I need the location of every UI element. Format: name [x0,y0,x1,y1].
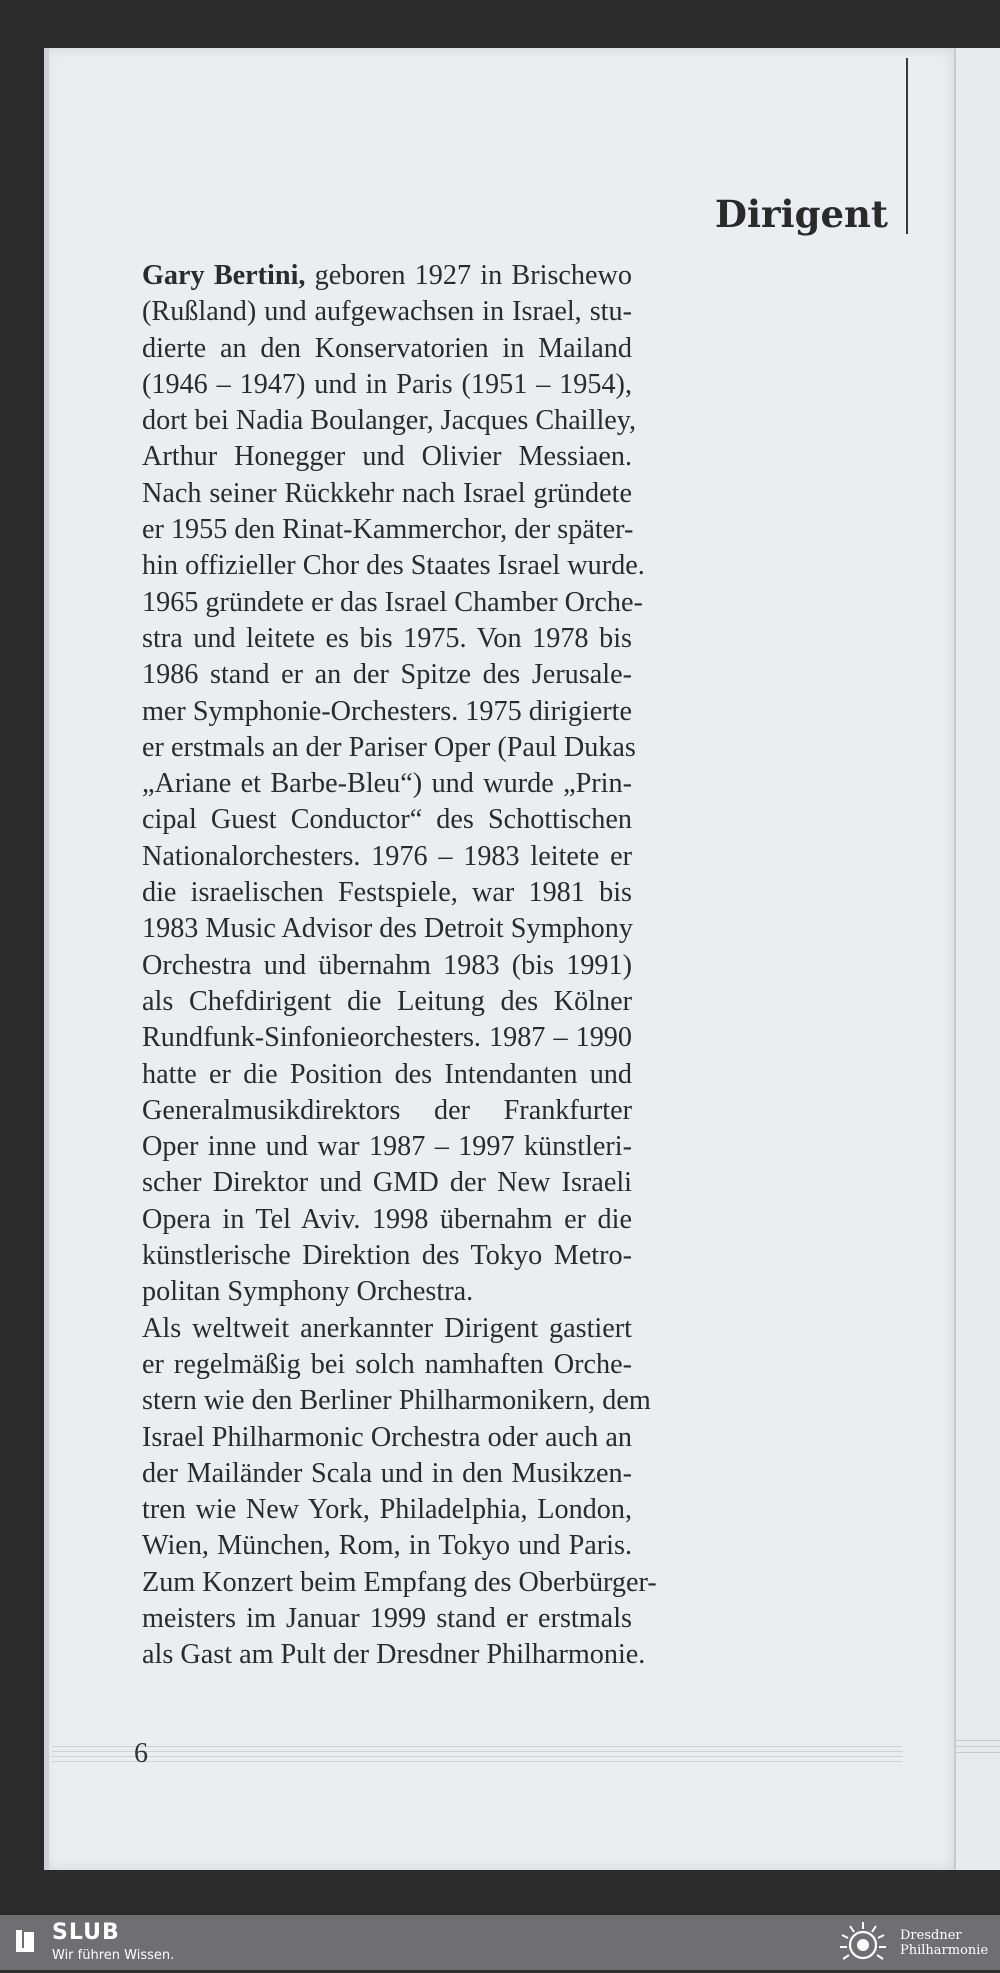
text-line-content: Als weltweit anerkannter Dirigent gastiert [142,1312,632,1344]
text-line-content: er erstmals an der Pariser Oper (Paul Dukas [142,731,636,763]
text-line-content: 1983 Music Advisor des Detroit Symphony [142,913,633,945]
text-line-content: Orchestra und übernahm 1983 (bis 1991) [142,949,632,981]
text-line [142,476,632,512]
next-page-edge [954,48,1000,1870]
text-line-content: (Rußland) und aufgewachsen in Israel, stu- [142,296,632,328]
text-line [142,258,632,294]
text-line-content: hatte er die Position des Intendanten und [142,1058,632,1090]
page-number: 6 [134,1738,148,1769]
text-line [142,1347,632,1383]
text-line-content: tren wie New York, Philadelphia, London, [142,1494,632,1526]
text-line-content: meisters im Januar 1999 stand er erstmals [142,1602,632,1634]
text-line-content: cipal Guest Conductor“ des Schottischen [142,804,632,836]
text-line-content: Wien, München, Rom, in Tokyo und Paris. [142,1530,632,1562]
text-line-content: Israel Philharmonic Orchestra oder auch an [142,1421,632,1453]
text-line-content: Zum Konzert beim Empfang des Oberbürger- [142,1566,657,1598]
text-line-content: er regelmäßig bei solch namhaften Orche- [142,1348,632,1380]
text-line [142,1492,632,1528]
text-line [142,1129,632,1165]
text-line [142,512,632,548]
text-line-content: Generalmusikdirektors der Frankfurter [142,1094,632,1126]
philharmonie-logo-icon[interactable] [838,1919,888,1969]
text-line-content: die israelischen Festspiele, war 1981 bis [142,877,632,909]
text-line [142,1311,632,1347]
conductor-name: Gary Bertini, [142,260,306,291]
text-line-content: mer Symphonie-Orchesters. 1975 dirigierte [142,695,633,727]
text-line-content: dierte an den Konservatorien in Mailand [142,332,632,364]
text-line [142,1601,632,1637]
text-line [142,1238,632,1274]
text-line [142,294,632,330]
text-line-content: Rundfunk-Sinfonieorchesters. 1987 – 1990 [142,1022,632,1054]
text-line-content: stern wie den Berliner Philharmonikern, dem [142,1385,651,1417]
text-line-content: als Chefdirigent die Leitung des Kölner [142,985,632,1017]
text-line [142,1565,657,1601]
text-line [142,839,632,875]
text-line [142,766,632,802]
text-line-content: Opera in Tel Aviv. 1998 übernahm er die [142,1203,632,1235]
text-line [142,1637,646,1673]
text-line [142,1020,632,1056]
text-line-content: künstlerische Direktion des Tokyo Metro- [142,1240,632,1272]
text-line [142,585,643,621]
text-line [142,911,632,947]
text-line [142,1383,651,1419]
text-line-content: stra und leitete es bis 1975. Von 1978 bis [142,622,632,654]
text-line [142,948,632,984]
text-line [142,331,632,367]
text-line [142,657,632,693]
text-line-content: er 1955 den Rinat-Kammerchor, der später- [142,514,634,546]
philharmonie-name[interactable] [900,1928,988,1958]
text-line [142,548,645,584]
text-line-content: scher Direktor und GMD der New Israeli [142,1167,632,1199]
text-line [142,439,632,475]
biography-text [142,258,657,1674]
text-line-content: 1965 gründete er das Israel Chamber Orche- [142,586,643,618]
text-line [142,367,632,403]
text-line [142,1057,632,1093]
text-line [142,1456,632,1492]
text-line-content: „Ariane et Barbe-Bleu“) und wurde „Prin- [142,768,632,800]
text-line [142,802,632,838]
text-line [142,1093,632,1129]
page-heading: Dirigent [714,192,888,236]
page-binding-edge [44,48,49,1870]
footer-rules [52,1740,902,1772]
philharmonie-name-line1: Dresdner [900,1928,962,1943]
heading-rule [906,58,908,234]
text-line [142,403,637,439]
text-line-content: dort bei Nadia Boulanger, Jacques Chailley, [142,405,637,437]
slub-tagline: Wir führen Wissen. [52,1948,175,1963]
text-line [142,1528,632,1564]
text-line-content: Oper inne und war 1987 – 1997 künstleri- [142,1131,632,1163]
slub-logo-icon[interactable] [14,1926,38,1956]
text-line [142,1274,632,1310]
text-line-content: geboren 1927 in Brischewo [305,260,632,291]
text-line-content: Arthur Honegger und Olivier Messiaen. [142,441,632,473]
text-line-content: Nationalorchesters. 1976 – 1983 leitete er [142,840,632,872]
text-line [142,1420,632,1456]
text-line-content: (1946 – 1947) und in Paris (1951 – 1954), [142,368,632,400]
text-line-content: 1986 stand er an der Spitze des Jerusale- [142,659,632,691]
philharmonie-name-line2: Philharmonie [900,1943,989,1958]
text-line [142,621,632,657]
text-line [142,875,632,911]
text-line-content: Nach seiner Rückkehr nach Israel gründete [142,477,632,509]
viewer-footer-bar [0,1915,1000,1970]
text-line [142,984,632,1020]
text-line-content: als Gast am Pult der Dresdner Philharmonie. [142,1639,646,1671]
text-line [142,1165,632,1201]
text-line-content: hin offizieller Chor des Staates Israel wurde. [142,550,645,582]
text-line-content: politan Symphony Orchestra. [142,1276,474,1308]
text-line [142,730,636,766]
text-line [142,1202,632,1238]
text-line-content: der Mailänder Scala und in den Musikzen- [142,1457,632,1489]
text-line [142,694,632,730]
slub-logo-text[interactable]: SLUB [52,1920,120,1945]
